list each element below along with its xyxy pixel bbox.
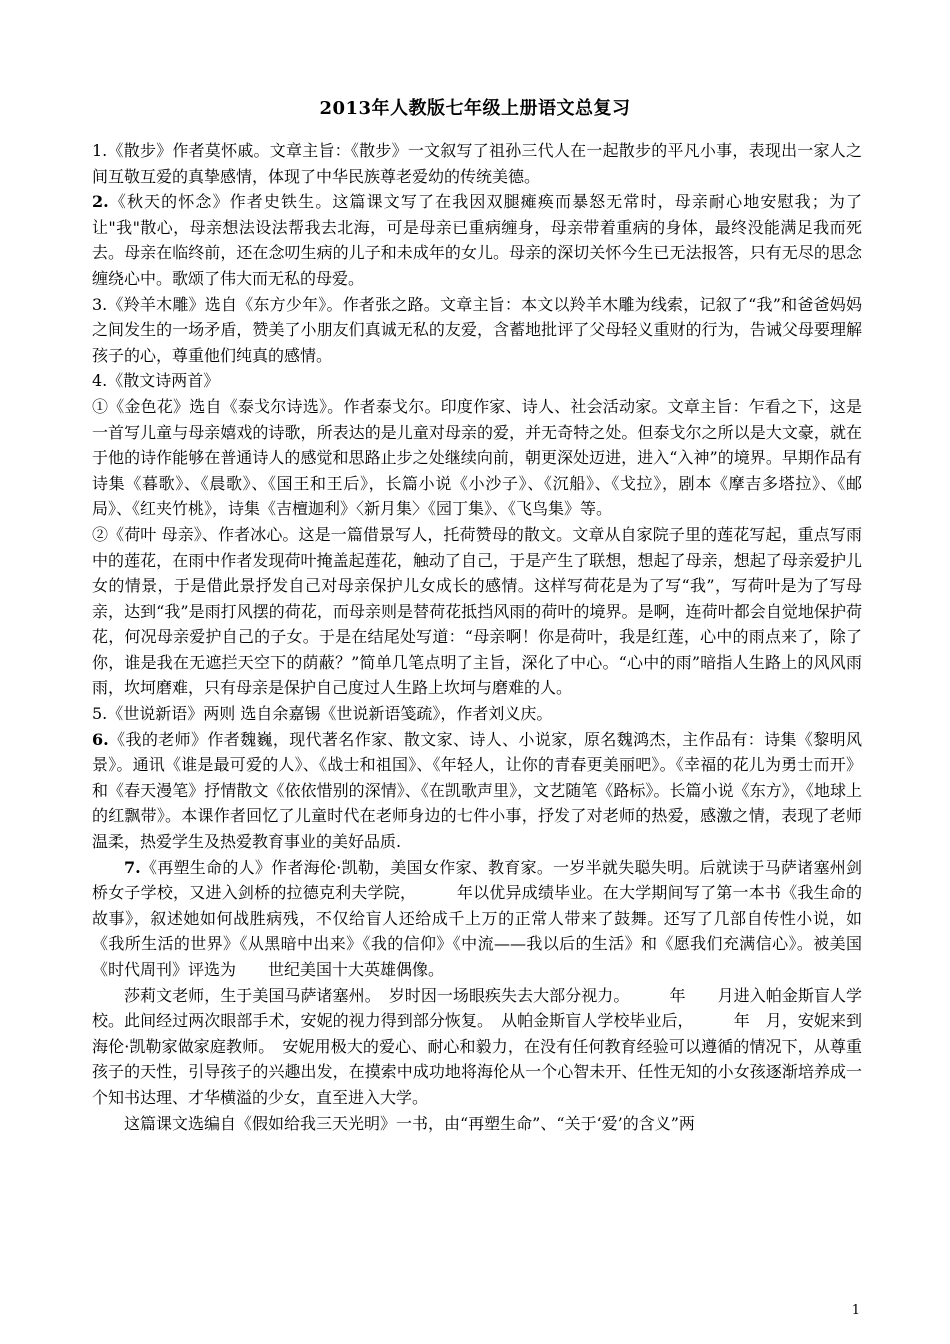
item-number: 5.: [92, 704, 108, 724]
paragraph-7: [92, 855, 862, 983]
page-number: 1: [851, 1303, 860, 1318]
item-number: 2.: [92, 192, 109, 212]
paragraph-5: [92, 701, 862, 727]
paragraph-4-2: [92, 522, 862, 701]
item-number: 3.: [92, 294, 108, 314]
paragraph-text: 《秋天的怀念》作者史铁生。这篇课文写了在我因双腿瘫痪而暴怒无常时，母亲耐心地安慰我；为了让"我"散心，母亲想法设法帮我去北海，可是母亲已重病缠身，母亲带着重病的身体，最终没能满足我而死去。母亲在临终前，还在念叨生病的儿子和未成年的女儿。母亲的深切关怀今生已无法报答，只有无尽的思念缠绕心中。歌颂了伟大而无私的母爱。: [92, 192, 862, 288]
paragraph-text: 《羚羊木雕》选自《东方少年》。作者张之路。文章主旨：本文以羚羊木雕为线索，记叙了“我”和爸爸妈妈之间发生的一场矛盾，赞美了小朋友们真诚无私的友爱，含蓄地批评了父母轻义重财的行为，告诫父母要理解孩子的心，尊重他们纯真的感情。: [92, 294, 862, 365]
paragraph-text: 《散步》作者莫怀戚。文章主旨：《散步》一文叙写了祖孙三代人在一起散步的平凡小事，表现出一家人之间互敬互爱的真挚感情，体现了中华民族尊老爱幼的传统美德。: [92, 141, 862, 186]
paragraph-4-1: [92, 394, 862, 522]
item-number: 6.: [92, 729, 109, 749]
paragraph-1: [92, 138, 862, 189]
paragraph-7-2: [92, 983, 862, 1111]
paragraph-2: [92, 189, 862, 291]
paragraph-text: 《再塑生命的人》作者海伦·凯勒，美国女作家、教育家。一岁半就失聪失明。后就读于马萨诸塞州剑桥女子学校，又进入剑桥的拉德克利夫学院， 年以优异成绩毕业。在大学期间写了第一本书《我生命的故事》，叙述她如何战胜病残，不仅给盲人还给成千上万的正常人带来了鼓舞。还写了几部自传性小说，如《我所生活的世界》《从黑暗中出来》《我的信仰》《中流——我以后的生活》和《愿我们充满信心》。被美国《时代周刊》评选为 世纪美国十大英雄偶像。: [92, 857, 862, 979]
page-title: 2013年人教版七年级上册语文总复习: [319, 98, 631, 119]
paragraph-text: ①《金色花》选自《泰戈尔诗选》。作者泰戈尔。印度作家、诗人、社会活动家。文章主旨：乍看之下，这是一首写儿童与母亲嬉戏的诗歌，所表达的是儿童对母亲的爱，并无奇特之处。但泰戈尔之所以是大文豪，就在于他的诗作能够在普通诗人的感觉和思路止步之处继续向前，朝更深处迈进，进入“入神”的境界。早期作品有诗集《暮歌》、《晨歌》、《国王和王后》，长篇小说《小沙子》、《沉船》、《戈拉》，剧本《摩吉多塔拉》、《邮局》、《红夹竹桃》，诗集《吉檀迦利》〈新月集〉《园丁集》、《飞鸟集》等。: [92, 396, 862, 519]
paragraph-text: 莎莉文老师，生于美国马萨诸塞州。 岁时因一场眼疾失去大部分视力。 年 月进入帕金斯盲人学校。此间经过两次眼部手术，安妮的视力得到部分恢复。 从帕金斯盲人学校毕业后， 年 月，安妮来到海伦·凯勒家做家庭教师。 安妮用极大的爱心、耐心和毅力，在没有任何教育经验可以遵循的情况下，从尊重孩子的天性，引导孩子的兴趣出发，在摸索中成功地将海伦从一个心智未开、任性无知的小女孩逐渐培养成一个知书达理、才华横溢的少女，直至进入大学。: [92, 985, 862, 1107]
paragraph-6: [92, 727, 862, 855]
document-body: [92, 138, 862, 1136]
paragraph-text: 《世说新语》两则 选自余嘉锡《世说新语笺疏》，作者刘义庆。: [107, 704, 553, 724]
item-number: 1.: [92, 141, 108, 160]
paragraph-7-3: [92, 1111, 862, 1137]
paragraph-text: 这篇课文选编自《假如给我三天光明》一书，由“再塑生命”、“关于‘爱’的含义”两: [124, 1113, 695, 1133]
paragraph-3: [92, 292, 862, 369]
item-number: 4.: [92, 371, 108, 391]
paragraph-4: [92, 368, 862, 394]
paragraph-text: 《散文诗两首》: [107, 371, 220, 391]
item-number: 7.: [124, 857, 141, 877]
paragraph-text: ②《荷叶 母亲》、作者冰心。这是一篇借景写人，托荷赞母的散文。文章从自家院子里的莲花写起，重点写雨中的莲花，在雨中作者发现荷叶掩盖起莲花，触动了自己，于是产生了联想，想起了母亲，想起了母亲爱护儿女的情景，于是借此景抒发自己对母亲保护儿女成长的感情。这样写荷花是为了写“我”，写荷叶是为了写母亲，达到“我”是雨打风摆的荷花，而母亲则是替荷花抵挡风雨的荷叶的境界。是啊，连荷叶都会自觉地保护荷花，何况母亲爱护自己的子女。于是在结尾处写道：“母亲啊！你是荷叶，我是红莲，心中的雨点来了，除了你，谁是我在无遮拦天空下的荫蔽？”简单几笔点明了主旨，深化了中心。“心中的雨”暗指人生路上的风风雨雨，坎坷磨难，只有母亲是保护自己度过人生路上坎坷与磨难的人。: [92, 524, 862, 698]
paragraph-text: 《我的老师》作者魏巍，现代著名作家、散文家、诗人、小说家，原名魏鸿杰，主作品有：诗集《黎明风景》。通讯《谁是最可爱的人》、《战士和祖国》、《年轻人，让你的青春更美丽吧》。《幸福的花儿为勇士而开》和《春天漫笔》抒情散文《依依惜别的深情》、《在凯歌声里》，文艺随笔《路标》。长篇小说《东方》，《地球上的红飘带》。本课作者回忆了儿童时代在老师身边的七件小事，抒发了对老师的热爱，感激之情，表现了老师温柔，热爱学生及热爱教育事业的美好品质.: [92, 729, 862, 852]
